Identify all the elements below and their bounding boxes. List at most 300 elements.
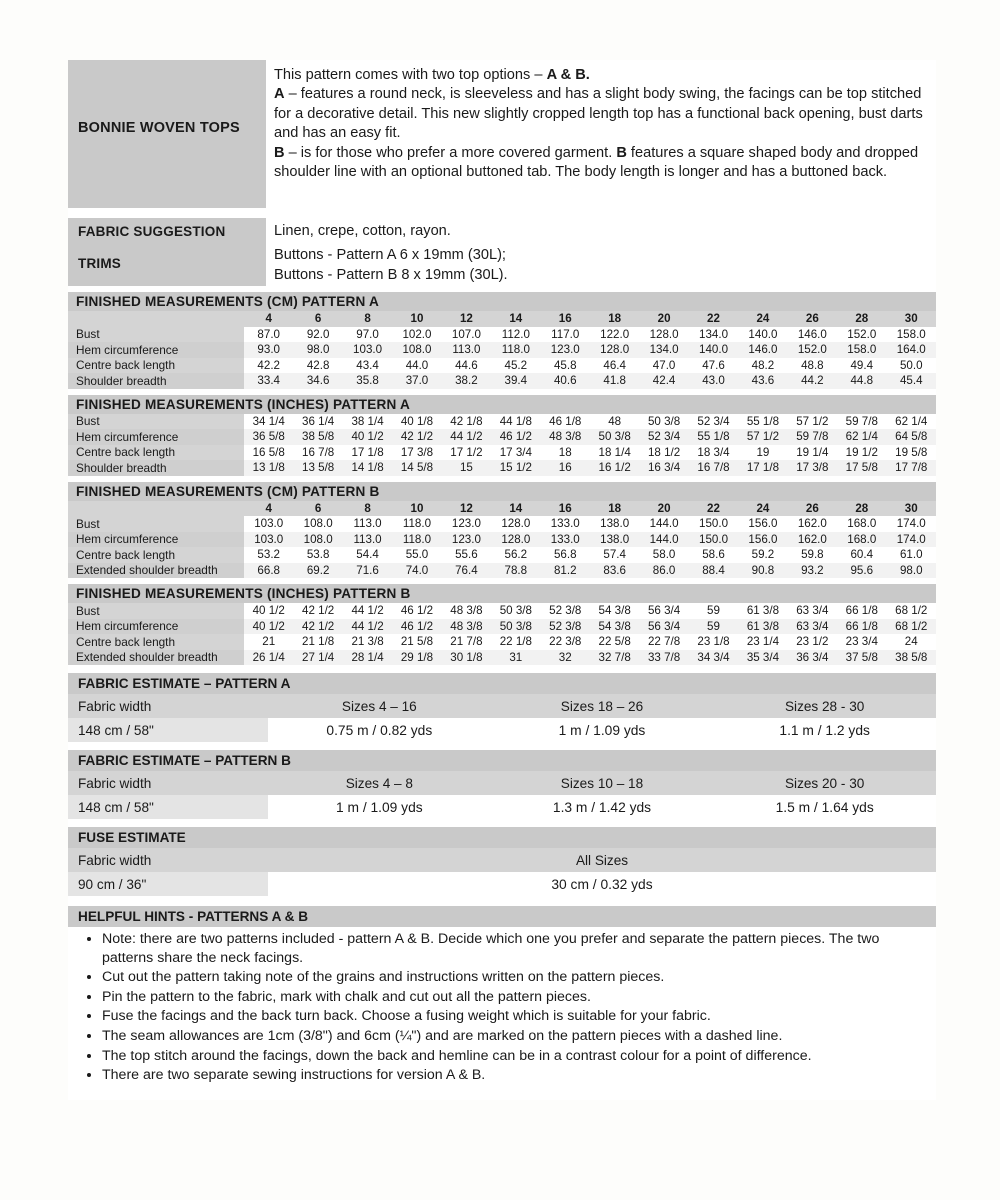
measurement-cell: 17 7/8 bbox=[886, 460, 936, 476]
measurement-cell: 76.4 bbox=[442, 563, 491, 579]
table-row bbox=[68, 429, 936, 445]
measurement-cell: 92.0 bbox=[293, 327, 342, 343]
fabric-size-label: Sizes 4 – 8 bbox=[268, 771, 491, 795]
measurement-table bbox=[68, 414, 936, 476]
measurement-cell: 47.0 bbox=[639, 358, 688, 374]
measurement-cell: 45.2 bbox=[491, 358, 540, 374]
fuse-width-label: Fabric width bbox=[68, 848, 268, 872]
measurement-cell: 35.8 bbox=[343, 373, 392, 389]
measurement-table bbox=[68, 501, 936, 579]
measurement-cell: 46 1/2 bbox=[392, 603, 441, 619]
intro-3-bold2: B bbox=[616, 144, 627, 161]
fabric-estimate-block bbox=[68, 673, 936, 742]
measurement-cell: 17 5/8 bbox=[837, 460, 886, 476]
table-row bbox=[68, 342, 936, 358]
row-label: Bust bbox=[68, 603, 244, 619]
measurement-cell: 42.4 bbox=[639, 373, 688, 389]
measurement-cell: 40 1/2 bbox=[244, 619, 293, 635]
table-row bbox=[68, 563, 936, 579]
measurement-cell: 59 7/8 bbox=[837, 414, 886, 430]
measurement-cell: 50 3/8 bbox=[590, 429, 639, 445]
size-header-cell: 6 bbox=[293, 311, 342, 327]
measurement-cell: 38 5/8 bbox=[293, 429, 342, 445]
measurement-cell: 63 3/4 bbox=[788, 603, 837, 619]
measurement-cell: 27 1/4 bbox=[293, 650, 342, 666]
measurement-cell: 168.0 bbox=[837, 516, 886, 532]
measurement-cell: 31 bbox=[491, 650, 540, 666]
measurement-cell: 59 bbox=[689, 619, 738, 635]
measurement-cell: 59 bbox=[689, 603, 738, 619]
trims-row bbox=[68, 244, 936, 286]
measurement-cell: 50 3/8 bbox=[491, 619, 540, 635]
size-header-cell: 22 bbox=[689, 501, 738, 517]
measurement-cell: 48 bbox=[590, 414, 639, 430]
measurement-cell: 118.0 bbox=[392, 516, 441, 532]
table-row bbox=[68, 634, 936, 650]
section-heading: FINISHED MEASUREMENTS (INCHES) PATTERN B bbox=[68, 584, 936, 603]
measurement-cell: 18 3/4 bbox=[689, 445, 738, 461]
header-title-cell bbox=[68, 60, 266, 208]
measurement-cell: 18 1/2 bbox=[639, 445, 688, 461]
measurement-cell: 48.2 bbox=[738, 358, 787, 374]
size-header-cell: 24 bbox=[738, 311, 787, 327]
measurement-cell: 55 1/8 bbox=[738, 414, 787, 430]
measurement-cell: 15 bbox=[442, 460, 491, 476]
fabric-size-label: Sizes 4 – 16 bbox=[268, 694, 491, 718]
fabric-suggestion-label-cell bbox=[68, 218, 266, 244]
measurement-cell: 34.6 bbox=[293, 373, 342, 389]
size-header-row bbox=[68, 501, 936, 517]
measurement-cell: 113.0 bbox=[343, 532, 392, 548]
measurement-cell: 59.8 bbox=[788, 547, 837, 563]
measurement-cell: 44.6 bbox=[442, 358, 491, 374]
intro-line-3 bbox=[274, 144, 928, 183]
measurement-cell: 22 3/8 bbox=[541, 634, 590, 650]
fabric-estimate-block bbox=[68, 750, 936, 819]
measurement-cell: 93.2 bbox=[788, 563, 837, 579]
measurement-cell: 71.6 bbox=[343, 563, 392, 579]
measurement-cell: 14 5/8 bbox=[392, 460, 441, 476]
fuse-value: 30 cm / 0.32 yds bbox=[268, 872, 936, 896]
measurement-cell: 146.0 bbox=[788, 327, 837, 343]
measurement-cell: 134.0 bbox=[639, 342, 688, 358]
fabric-suggestion-value: Linen, crepe, cotton, rayon. bbox=[266, 218, 936, 244]
measurement-cell: 56.2 bbox=[491, 547, 540, 563]
fabric-width-label: Fabric width bbox=[68, 771, 268, 795]
measurement-cell: 61 3/8 bbox=[738, 619, 787, 635]
hint-item: • There are two separate sewing instructions for version A & B. bbox=[102, 1066, 930, 1085]
measurement-cell: 56 3/4 bbox=[639, 603, 688, 619]
measurement-cell: 21 1/8 bbox=[293, 634, 342, 650]
row-label: Bust bbox=[68, 516, 244, 532]
measurement-cell: 68 1/2 bbox=[886, 603, 936, 619]
row-label: Bust bbox=[68, 327, 244, 343]
fabric-size-label: Sizes 18 – 26 bbox=[491, 694, 714, 718]
fabric-size-label: Sizes 28 - 30 bbox=[713, 694, 936, 718]
row-label: Centre back length bbox=[68, 634, 244, 650]
table-row bbox=[68, 619, 936, 635]
measurement-cell: 69.2 bbox=[293, 563, 342, 579]
measurement-cell: 43.4 bbox=[343, 358, 392, 374]
size-header-cell: 6 bbox=[293, 501, 342, 517]
table-row bbox=[68, 358, 936, 374]
measurement-cell: 52 3/4 bbox=[639, 429, 688, 445]
measurement-cell: 23 1/8 bbox=[689, 634, 738, 650]
measurement-cell: 61.0 bbox=[886, 547, 936, 563]
measurement-cell: 103.0 bbox=[244, 516, 293, 532]
hints-heading: HELPFUL HINTS - PATTERNS A & B bbox=[68, 906, 936, 927]
size-header-cell: 16 bbox=[541, 501, 590, 517]
measurement-cell: 50 3/8 bbox=[639, 414, 688, 430]
measurement-cell: 19 bbox=[738, 445, 787, 461]
measurement-cell: 93.0 bbox=[244, 342, 293, 358]
measurement-cell: 34 3/4 bbox=[689, 650, 738, 666]
measurement-cell: 46 1/8 bbox=[541, 414, 590, 430]
hint-item: • The seam allowances are 1cm (3/8") and 6cm (¼") and are marked on the pattern pieces with a dashed line. bbox=[102, 1027, 930, 1046]
section-heading: FINISHED MEASUREMENTS (CM) PATTERN B bbox=[68, 482, 936, 501]
measurement-cell: 38 1/4 bbox=[343, 414, 392, 430]
measurement-cell: 138.0 bbox=[590, 516, 639, 532]
size-header-cell: 12 bbox=[442, 311, 491, 327]
trims-label-cell bbox=[68, 244, 266, 286]
measurement-cell: 128.0 bbox=[639, 327, 688, 343]
trims-values bbox=[266, 244, 936, 286]
fabric-amount-value: 1.1 m / 1.2 yds bbox=[713, 718, 936, 742]
measurement-cell: 68 1/2 bbox=[886, 619, 936, 635]
size-header-cell: 26 bbox=[788, 311, 837, 327]
size-header-cell: 10 bbox=[392, 501, 441, 517]
measurement-cell: 63 3/4 bbox=[788, 619, 837, 635]
row-label: Extended shoulder breadth bbox=[68, 650, 244, 666]
row-label: Shoulder breadth bbox=[68, 373, 244, 389]
measurement-cell: 44 1/2 bbox=[343, 619, 392, 635]
intro-1-pre: This pattern comes with two top options – bbox=[274, 67, 547, 83]
measurement-cell: 108.0 bbox=[293, 532, 342, 548]
intro-3b: features a square shaped body and dropped shoulder line with an optional buttoned tab. The body length is longer and has a buttoned back. bbox=[274, 144, 919, 181]
measurement-cell: 13 5/8 bbox=[293, 460, 342, 476]
measurement-cell: 16 3/4 bbox=[639, 460, 688, 476]
measurement-cell: 133.0 bbox=[541, 532, 590, 548]
size-header-cell: 4 bbox=[244, 311, 293, 327]
fabric-value-row bbox=[68, 795, 936, 819]
measurement-cell: 52 3/8 bbox=[541, 603, 590, 619]
measurement-section bbox=[68, 482, 936, 579]
fabric-width-value: 148 cm / 58" bbox=[68, 718, 268, 742]
row-label: Hem circumference bbox=[68, 619, 244, 635]
measurement-cell: 37 5/8 bbox=[837, 650, 886, 666]
measurement-cell: 16 7/8 bbox=[293, 445, 342, 461]
trims-label: TRIMS bbox=[78, 256, 121, 271]
size-header-cell: 24 bbox=[738, 501, 787, 517]
measurement-cell: 17 1/8 bbox=[343, 445, 392, 461]
measurement-table bbox=[68, 311, 936, 389]
measurement-cell: 42 1/2 bbox=[392, 429, 441, 445]
measurement-cell: 128.0 bbox=[590, 342, 639, 358]
row-label: Centre back length bbox=[68, 547, 244, 563]
table-row bbox=[68, 445, 936, 461]
measurement-cell: 108.0 bbox=[392, 342, 441, 358]
row-label: Centre back length bbox=[68, 445, 244, 461]
measurement-cell: 156.0 bbox=[738, 516, 787, 532]
measurement-cell: 47.6 bbox=[689, 358, 738, 374]
row-label: Shoulder breadth bbox=[68, 460, 244, 476]
size-header-cell: 12 bbox=[442, 501, 491, 517]
measurement-cell: 19 5/8 bbox=[886, 445, 936, 461]
measurement-cell: 86.0 bbox=[639, 563, 688, 579]
measurement-cell: 52 3/4 bbox=[689, 414, 738, 430]
measurement-cell: 134.0 bbox=[689, 327, 738, 343]
measurement-cell: 117.0 bbox=[541, 327, 590, 343]
measurement-cell: 56.8 bbox=[541, 547, 590, 563]
measurement-cell: 22 5/8 bbox=[590, 634, 639, 650]
intro-line-2 bbox=[274, 85, 928, 143]
measurement-cell: 144.0 bbox=[639, 516, 688, 532]
measurement-cell: 38.2 bbox=[442, 373, 491, 389]
measurement-cell: 123.0 bbox=[442, 532, 491, 548]
fabric-amount-value: 1 m / 1.09 yds bbox=[491, 718, 714, 742]
measurement-cell: 21 7/8 bbox=[442, 634, 491, 650]
table-row bbox=[68, 373, 936, 389]
measurement-cell: 54 3/8 bbox=[590, 603, 639, 619]
size-header-cell: 20 bbox=[639, 501, 688, 517]
measurement-cell: 108.0 bbox=[293, 516, 342, 532]
helpful-hints-block bbox=[68, 906, 936, 1085]
measurement-cell: 23 1/2 bbox=[788, 634, 837, 650]
size-header-corner bbox=[68, 311, 244, 327]
measurement-cell: 112.0 bbox=[491, 327, 540, 343]
measurement-cell: 78.8 bbox=[491, 563, 540, 579]
fabric-size-label: Sizes 10 – 18 bbox=[491, 771, 714, 795]
measurement-cell: 53.2 bbox=[244, 547, 293, 563]
measurement-cell: 17 3/8 bbox=[392, 445, 441, 461]
size-header-cell: 30 bbox=[886, 311, 936, 327]
measurement-cell: 21 5/8 bbox=[392, 634, 441, 650]
page-title: BONNIE WOVEN TOPS bbox=[78, 120, 240, 136]
intro-2-bold: A bbox=[274, 86, 285, 103]
measurement-cell: 33 7/8 bbox=[639, 650, 688, 666]
size-header-cell: 20 bbox=[639, 311, 688, 327]
measurement-cell: 66.8 bbox=[244, 563, 293, 579]
measurement-cell: 133.0 bbox=[541, 516, 590, 532]
table-row bbox=[68, 532, 936, 548]
intro-text-block bbox=[266, 60, 936, 218]
measurement-cell: 59 7/8 bbox=[788, 429, 837, 445]
intro-line-1 bbox=[274, 66, 928, 85]
size-header-cell: 4 bbox=[244, 501, 293, 517]
measurement-cell: 55 1/8 bbox=[689, 429, 738, 445]
measurement-cell: 162.0 bbox=[788, 532, 837, 548]
measurement-cell: 16 1/2 bbox=[590, 460, 639, 476]
measurement-cell: 44 1/8 bbox=[491, 414, 540, 430]
measurement-cell: 122.0 bbox=[590, 327, 639, 343]
measurement-cell: 57.4 bbox=[590, 547, 639, 563]
measurement-cell: 174.0 bbox=[886, 516, 936, 532]
measurement-section bbox=[68, 584, 936, 665]
fabric-estimate-table bbox=[68, 771, 936, 819]
measurement-cell: 123.0 bbox=[442, 516, 491, 532]
measurement-cell: 44 1/2 bbox=[343, 603, 392, 619]
measurement-cell: 43.6 bbox=[738, 373, 787, 389]
table-row bbox=[68, 603, 936, 619]
measurement-cell: 22 7/8 bbox=[639, 634, 688, 650]
measurement-cell: 17 1/8 bbox=[738, 460, 787, 476]
row-label: Bust bbox=[68, 414, 244, 430]
trims-line-2: Buttons - Pattern B 8 x 19mm (30L). bbox=[274, 267, 508, 283]
measurement-cell: 107.0 bbox=[442, 327, 491, 343]
intro-2-text: – features a round neck, is sleeveless and has a slight body swing, the facings can be top stitched for a decorative detail. This new slightly cropped length top has a functional back opening, bust darts and has an easy fit. bbox=[274, 86, 923, 142]
fabric-suggestion-label: FABRIC SUGGESTION bbox=[78, 224, 226, 239]
fabric-size-row bbox=[68, 694, 936, 718]
measurement-cell: 36 1/4 bbox=[293, 414, 342, 430]
measurement-cell: 17 3/8 bbox=[788, 460, 837, 476]
table-row bbox=[68, 516, 936, 532]
fuse-estimate-heading: FUSE ESTIMATE bbox=[68, 827, 936, 848]
measurement-cell: 28 1/4 bbox=[343, 650, 392, 666]
measurement-cell: 88.4 bbox=[689, 563, 738, 579]
measurement-cell: 42.2 bbox=[244, 358, 293, 374]
measurement-cell: 16 bbox=[541, 460, 590, 476]
section-heading: FINISHED MEASUREMENTS (CM) PATTERN A bbox=[68, 292, 936, 311]
measurement-cell: 44 1/2 bbox=[442, 429, 491, 445]
measurement-cell: 60.4 bbox=[837, 547, 886, 563]
measurement-table bbox=[68, 603, 936, 665]
measurement-cell: 21 3/8 bbox=[343, 634, 392, 650]
table-row bbox=[68, 327, 936, 343]
section-heading: FINISHED MEASUREMENTS (INCHES) PATTERN A bbox=[68, 395, 936, 414]
measurement-cell: 21 bbox=[244, 634, 293, 650]
size-header-cell: 18 bbox=[590, 501, 639, 517]
measurement-cell: 128.0 bbox=[491, 516, 540, 532]
intro-3a: – is for those who prefer a more covered garment. bbox=[284, 144, 617, 161]
fabric-width-value: 148 cm / 58" bbox=[68, 795, 268, 819]
fabric-amount-value: 1.3 m / 1.42 yds bbox=[491, 795, 714, 819]
measurement-cell: 39.4 bbox=[491, 373, 540, 389]
measurement-cell: 42 1/2 bbox=[293, 619, 342, 635]
measurement-cell: 37.0 bbox=[392, 373, 441, 389]
measurement-cell: 50 3/8 bbox=[491, 603, 540, 619]
fabric-estimate-heading: FABRIC ESTIMATE – PATTERN A bbox=[68, 673, 936, 694]
measurement-cell: 17 3/4 bbox=[491, 445, 540, 461]
measurement-cell: 59.2 bbox=[738, 547, 787, 563]
measurement-cell: 18 1/4 bbox=[590, 445, 639, 461]
measurement-cell: 19 1/2 bbox=[837, 445, 886, 461]
intro-3-bold: B bbox=[274, 144, 285, 161]
header-block bbox=[68, 60, 936, 218]
measurement-cell: 22 1/8 bbox=[491, 634, 540, 650]
measurement-cell: 144.0 bbox=[639, 532, 688, 548]
fabric-amount-value: 1 m / 1.09 yds bbox=[268, 795, 491, 819]
measurement-cell: 118.0 bbox=[491, 342, 540, 358]
measurement-cell: 48 3/8 bbox=[541, 429, 590, 445]
row-label: Hem circumference bbox=[68, 342, 244, 358]
measurement-cell: 52 3/8 bbox=[541, 619, 590, 635]
measurement-cell: 40 1/8 bbox=[392, 414, 441, 430]
measurement-cell: 48 3/8 bbox=[442, 603, 491, 619]
measurement-cell: 42.8 bbox=[293, 358, 342, 374]
measurement-cell: 40 1/2 bbox=[343, 429, 392, 445]
fuse-size-label: All Sizes bbox=[268, 848, 936, 872]
measurement-cell: 168.0 bbox=[837, 532, 886, 548]
fabric-estimate-heading: FABRIC ESTIMATE – PATTERN B bbox=[68, 750, 936, 771]
size-header-cell: 8 bbox=[343, 311, 392, 327]
measurement-cell: 146.0 bbox=[738, 342, 787, 358]
measurement-cell: 54.4 bbox=[343, 547, 392, 563]
pattern-instruction-sheet bbox=[68, 60, 936, 1100]
measurement-cell: 55.6 bbox=[442, 547, 491, 563]
measurement-tables bbox=[68, 292, 936, 665]
fabric-amount-value: 1.5 m / 1.64 yds bbox=[713, 795, 936, 819]
size-header-cell: 14 bbox=[491, 311, 540, 327]
fabric-width-label: Fabric width bbox=[68, 694, 268, 718]
measurement-cell: 150.0 bbox=[689, 532, 738, 548]
measurement-cell: 74.0 bbox=[392, 563, 441, 579]
fabric-estimate-blocks bbox=[68, 673, 936, 819]
measurement-cell: 40 1/2 bbox=[244, 603, 293, 619]
measurement-cell: 13 1/8 bbox=[244, 460, 293, 476]
measurement-cell: 62 1/4 bbox=[837, 429, 886, 445]
measurement-cell: 140.0 bbox=[689, 342, 738, 358]
measurement-cell: 43.0 bbox=[689, 373, 738, 389]
fabric-size-label: Sizes 20 - 30 bbox=[713, 771, 936, 795]
measurement-cell: 113.0 bbox=[442, 342, 491, 358]
fuse-value-row bbox=[68, 872, 936, 896]
fabric-amount-value: 0.75 m / 0.82 yds bbox=[268, 718, 491, 742]
intro-1-bold: A & B. bbox=[546, 67, 590, 83]
hints-list bbox=[68, 930, 936, 1085]
measurement-cell: 19 1/4 bbox=[788, 445, 837, 461]
intro-paragraphs bbox=[274, 66, 928, 182]
size-header-cell: 10 bbox=[392, 311, 441, 327]
measurement-cell: 35 3/4 bbox=[738, 650, 787, 666]
measurement-cell: 56 3/4 bbox=[639, 619, 688, 635]
size-header-row bbox=[68, 311, 936, 327]
measurement-cell: 46.4 bbox=[590, 358, 639, 374]
table-row bbox=[68, 650, 936, 666]
size-header-cell: 18 bbox=[590, 311, 639, 327]
measurement-cell: 53.8 bbox=[293, 547, 342, 563]
measurement-cell: 30 1/8 bbox=[442, 650, 491, 666]
measurement-cell: 58.6 bbox=[689, 547, 738, 563]
measurement-cell: 61 3/8 bbox=[738, 603, 787, 619]
size-header-cell: 8 bbox=[343, 501, 392, 517]
size-header-cell: 16 bbox=[541, 311, 590, 327]
measurement-cell: 138.0 bbox=[590, 532, 639, 548]
measurement-cell: 57 1/2 bbox=[738, 429, 787, 445]
measurement-cell: 45.8 bbox=[541, 358, 590, 374]
measurement-cell: 26 1/4 bbox=[244, 650, 293, 666]
measurement-cell: 98.0 bbox=[293, 342, 342, 358]
hint-item: • Pin the pattern to the fabric, mark with chalk and cut out all the pattern pieces. bbox=[102, 988, 930, 1007]
measurement-cell: 17 1/2 bbox=[442, 445, 491, 461]
measurement-cell: 150.0 bbox=[689, 516, 738, 532]
measurement-cell: 46 1/2 bbox=[392, 619, 441, 635]
measurement-cell: 152.0 bbox=[837, 327, 886, 343]
measurement-cell: 40.6 bbox=[541, 373, 590, 389]
measurement-cell: 54 3/8 bbox=[590, 619, 639, 635]
measurement-cell: 66 1/8 bbox=[837, 619, 886, 635]
measurement-cell: 58.0 bbox=[639, 547, 688, 563]
measurement-cell: 158.0 bbox=[837, 342, 886, 358]
measurement-cell: 66 1/8 bbox=[837, 603, 886, 619]
measurement-cell: 164.0 bbox=[886, 342, 936, 358]
measurement-cell: 23 3/4 bbox=[837, 634, 886, 650]
measurement-cell: 48 3/8 bbox=[442, 619, 491, 635]
measurement-cell: 90.8 bbox=[738, 563, 787, 579]
measurement-section bbox=[68, 292, 936, 389]
measurement-cell: 62 1/4 bbox=[886, 414, 936, 430]
fuse-width-value: 90 cm / 36" bbox=[68, 872, 268, 896]
measurement-section bbox=[68, 395, 936, 476]
